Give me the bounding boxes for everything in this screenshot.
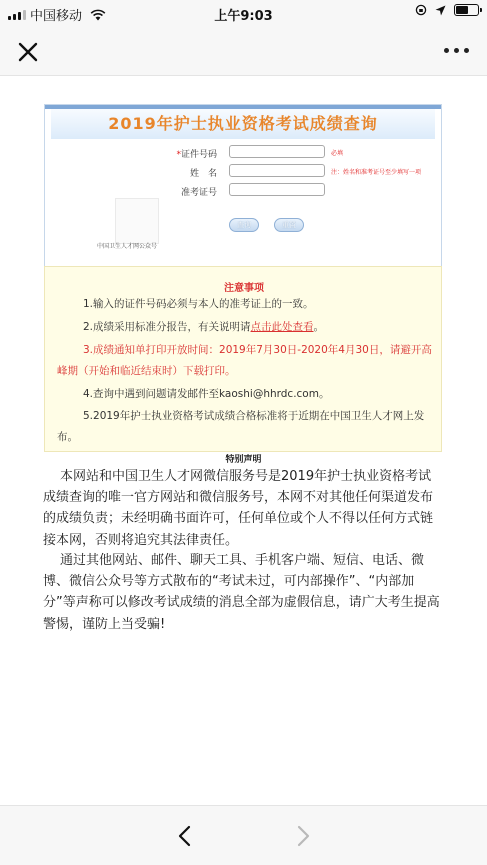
- more-dots-icon[interactable]: [444, 48, 469, 53]
- reset-button[interactable]: 重置: [274, 218, 304, 232]
- form-row-name: [45, 164, 443, 180]
- battery-icon: [454, 4, 479, 16]
- carrier-label: 中国移动: [30, 9, 83, 24]
- admission-number-label: 准考证号: [180, 188, 217, 198]
- status-bar: [0, 0, 487, 26]
- qr-caption: 中国卫生人才网公众号: [97, 243, 158, 250]
- id-number-label: *证件号码: [176, 150, 217, 160]
- view-details-link[interactable]: 点击此处查看: [250, 321, 314, 333]
- page-content: [0, 76, 487, 805]
- notice-item-2: 2.成绩采用标准分报告，有关说明请点击此处查看。: [83, 321, 325, 333]
- rotation-lock-icon: [415, 4, 427, 16]
- forward-arrow-icon[interactable]: [290, 824, 314, 848]
- name-label: 姓 名: [189, 169, 217, 179]
- query-title: 2019年护士执业资格考试成绩查询: [51, 109, 435, 139]
- name-input[interactable]: [229, 164, 325, 177]
- location-arrow-icon: [435, 5, 446, 16]
- back-arrow-icon[interactable]: [174, 824, 198, 848]
- notice-item-3: 3.成绩通知单打印开放时间：2019年7月30日-2020年4月30日，请避开高峰期（开始和临近结束时）下载打印。: [57, 344, 432, 377]
- wifi-icon: [90, 9, 106, 21]
- notice-panel: [44, 266, 442, 452]
- status-left: [8, 5, 106, 24]
- webview-nav-bar: [0, 26, 487, 76]
- form-row-admission-number: [45, 183, 443, 199]
- status-time: 上午9:03: [214, 9, 273, 24]
- notice-item-5: 5.2019年护士执业资格考试成绩合格标准将于近期在中国卫生人才网上发布。: [57, 410, 425, 443]
- admission-number-input[interactable]: [229, 183, 325, 196]
- id-number-input[interactable]: [229, 145, 325, 158]
- declaration-paragraph-1: 本网站和中国卫生人才网微信服务号是2019年护士执业资格考试成绩查询的唯一官方网站和微信服务号，本网不对其他任何渠道发布的成绩负责；未经明确书面许可，任何单位或个人不得以任何方式链接本网，否则将追究其法律责任。: [43, 469, 434, 548]
- qr-code-image: [115, 198, 159, 244]
- declaration-paragraph-2: 通过其他网站、邮件、聊天工具、手机客户端、短信、电话、微博、微信公众号等方式散布的“考试未过，可内部操作”、“内部加分”等声称可以修改考试成绩的消息全部为虚假信息，请广大考生提高警惕，谨防上当受骗!: [43, 553, 440, 632]
- status-right: [415, 4, 479, 16]
- form-row-id-number: [45, 145, 443, 161]
- name-note: 注：姓名和准考证号至少填写一项: [331, 169, 422, 176]
- query-button[interactable]: 查询: [229, 218, 259, 232]
- bottom-toolbar: [0, 805, 487, 865]
- notice-item-1: 1.输入的证件号码必须与本人的准考证上的一致。: [83, 298, 314, 310]
- declaration-title: 特别声明: [225, 455, 262, 465]
- notice-item-4: 4.查询中遇到问题请发邮件至kaoshi@hhrdc.com。: [83, 388, 330, 400]
- close-icon[interactable]: [14, 38, 42, 66]
- required-note: 必填: [331, 150, 344, 157]
- notice-title: 注意事项: [224, 283, 264, 294]
- signal-icon: [8, 9, 26, 20]
- query-panel: [44, 104, 442, 282]
